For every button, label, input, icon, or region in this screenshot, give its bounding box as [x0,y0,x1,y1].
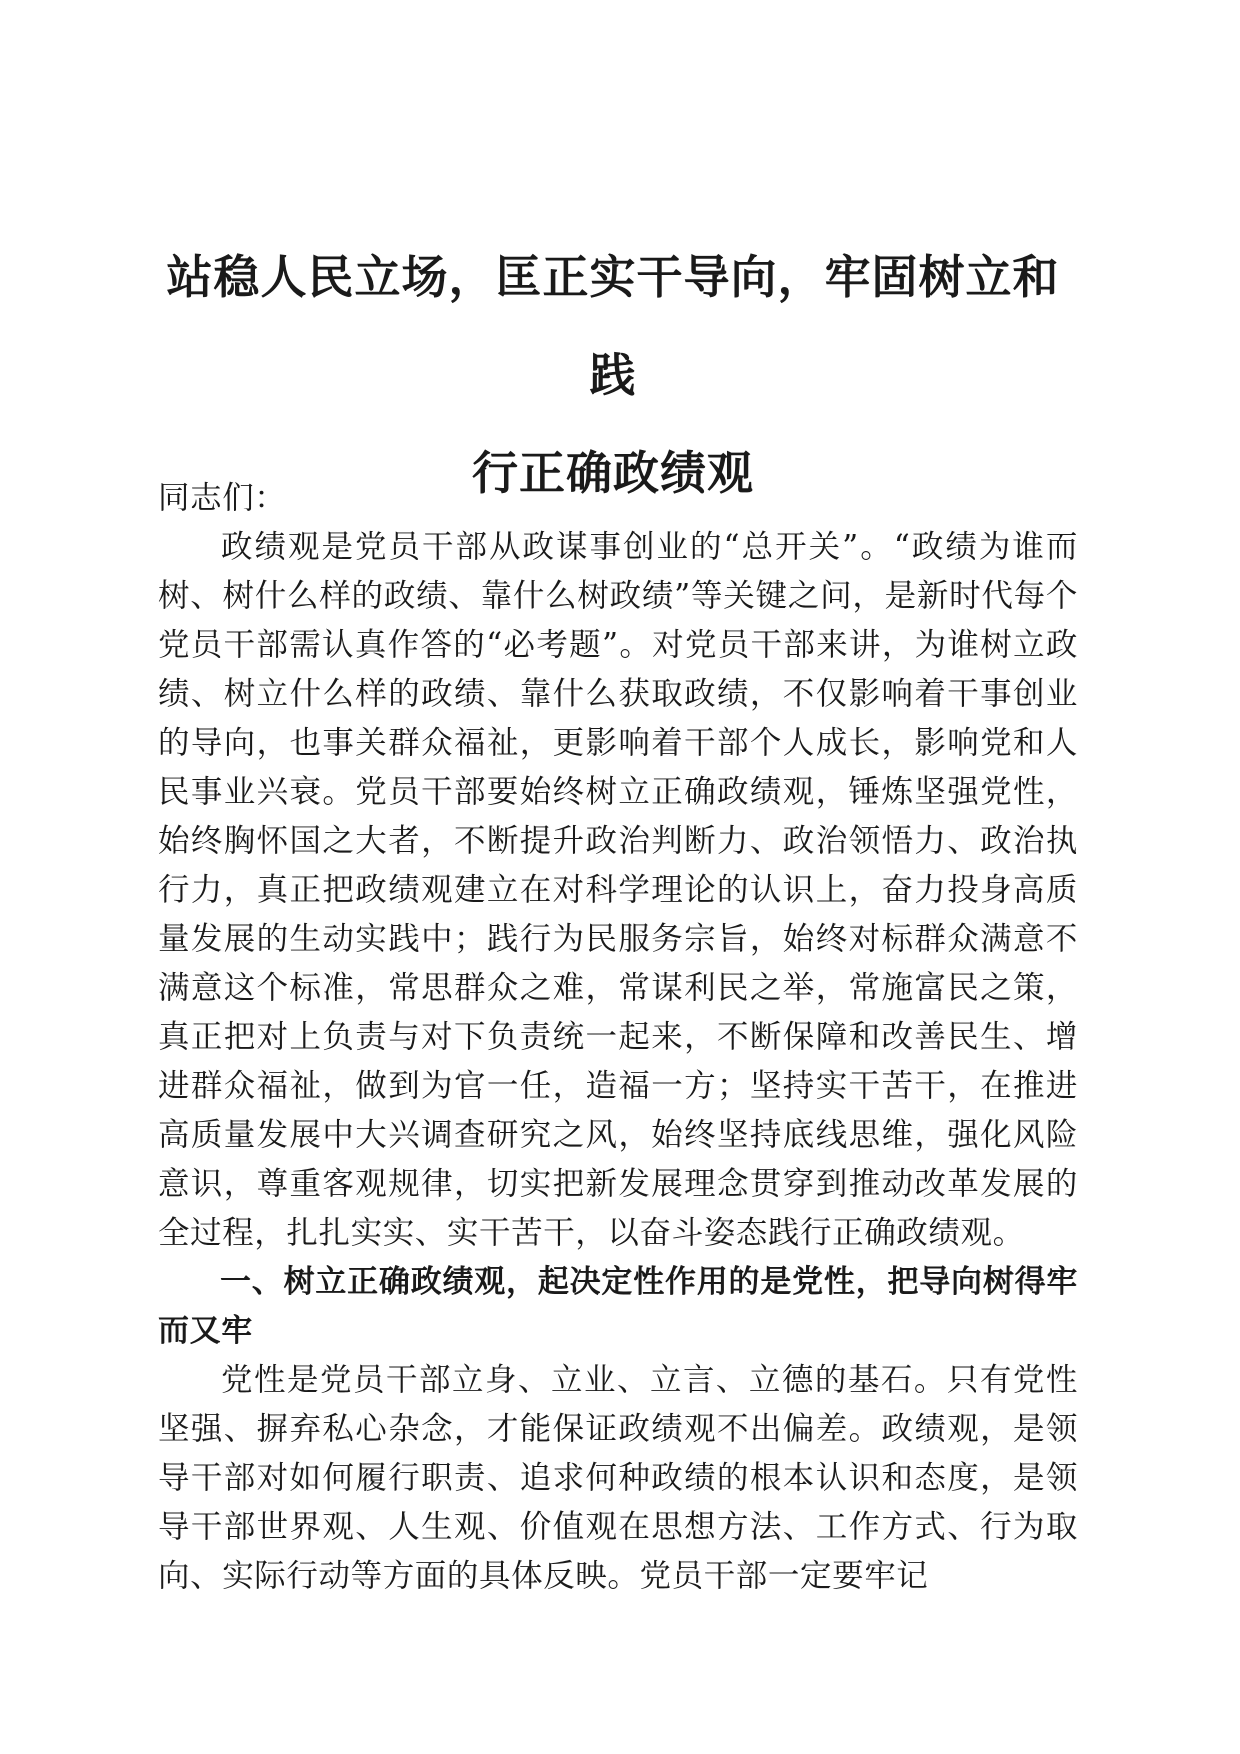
title-line-2: 行正确政绩观 [472,446,754,500]
paragraph-2: 党性是党员干部立身、立业、立言、立德的基石。只有党性坚强、摒弃私心杂念，才能保证政绩观不出偏差。政绩观，是领导干部对如何履行职责、追求何种政绩的根本认识和态度，是领导干部世界观、人生观、价值观在思想方法、工作方式、行为取向、实际行动等方面的具体反映。党员干部一定要牢记 [158,1362,1078,1594]
paragraph-1: 政绩观是党员干部从政谋事创业的“总开关”。“政绩为谁而树、树什么样的政绩、靠什么树政绩”等关键之问，是新时代每个党员干部需认真作答的“必考题”。对党员干部来讲，为谁树立政绩、树立什么样的政绩、靠什么获取政绩，不仅影响着干事创业的导向，也事关群众福祉，更影响着干部个人成长，影响党和人民事业兴衰。党员干部要始终树立正确政绩观，锤炼坚强党性，始终胸怀国之大者，不断提升政治判断力、政治领悟力、政治执行力，真正把政绩观建立在对科学理论的认识上，奋力投身高质量发展的生动实践中；践行为民服务宗旨，始终对标群众满意不满意这个标准，常思群众之难，常谋利民之举，常施富民之策，真正把对上负责与对下负责统一起来，不断保障和改善民生、增进群众福祉，做到为官一任，造福一方；坚持实干苦干，在推进高质量发展中大兴调查研究之风，始终坚持底线思维，强化风险意识，尊重客观规律，切实把新发展理念贯穿到推动改革发展的全过程，扎扎实实、实干苦干，以奋斗姿态践行正确政绩观。 [158,529,1078,1251]
salutation: 同志们： [158,480,287,516]
title-line-1: 站稳人民立场，匡正实干导向，牢固树立和践 [166,250,1060,402]
section-heading-1: 一、树立正确政绩观，起决定性作用的是党性，把导向树得牢而又牢 [158,1264,1078,1349]
document-body [158,474,1078,1601]
